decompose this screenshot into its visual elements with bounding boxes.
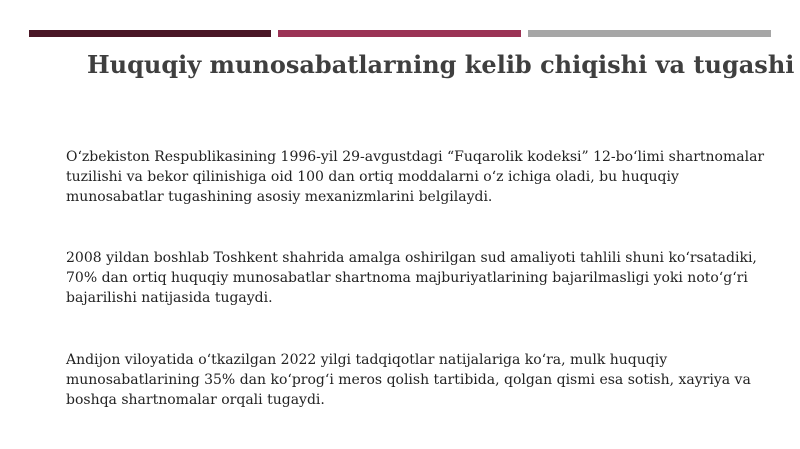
paragraph-andijan-study: Andijon viloyatida o‘tkazilgan 2022 yilgi tadqiqotlar natijalariga ko‘ra, mulk huquqiy munosabatlarining 35% dan ko‘prog‘i meros qolish tartibida, qolgan qismi esa sotish, xayriya va boshqa shartnomalar orqali tugaydi. <box>66 352 751 408</box>
accent-bar-1 <box>29 30 271 37</box>
accent-bar-3 <box>528 30 771 37</box>
slide-title: Huquqiy munosabatlarning kelib chiqishi va tugashi <box>87 50 795 79</box>
paragraph-court-practice: 2008 yildan boshlab Toshkent shahrida amalga oshirilgan sud amaliyoti tahlili shuni ko‘rsatadiki, 70% dan ortiq huquqiy munosabatlar shartnoma majburiyatlarining bajarilmasligi yoki noto‘g‘ri bajarilishi natijasida tugaydi. <box>66 250 757 306</box>
paragraph-civil-code: O‘zbekiston Respublikasining 1996-yil 29-avgustdagi “Fuqarolik kodeksi” 12-bo‘limi shartnomalar tuzilishi va bekor qilinishiga oid 100 dan ortiq moddalarni o‘z ichiga oladi, bu huquqiy munosabatlar tugashining asosiy mexanizmlarini belgilaydi. <box>66 149 765 205</box>
accent-bar-2 <box>278 30 521 37</box>
